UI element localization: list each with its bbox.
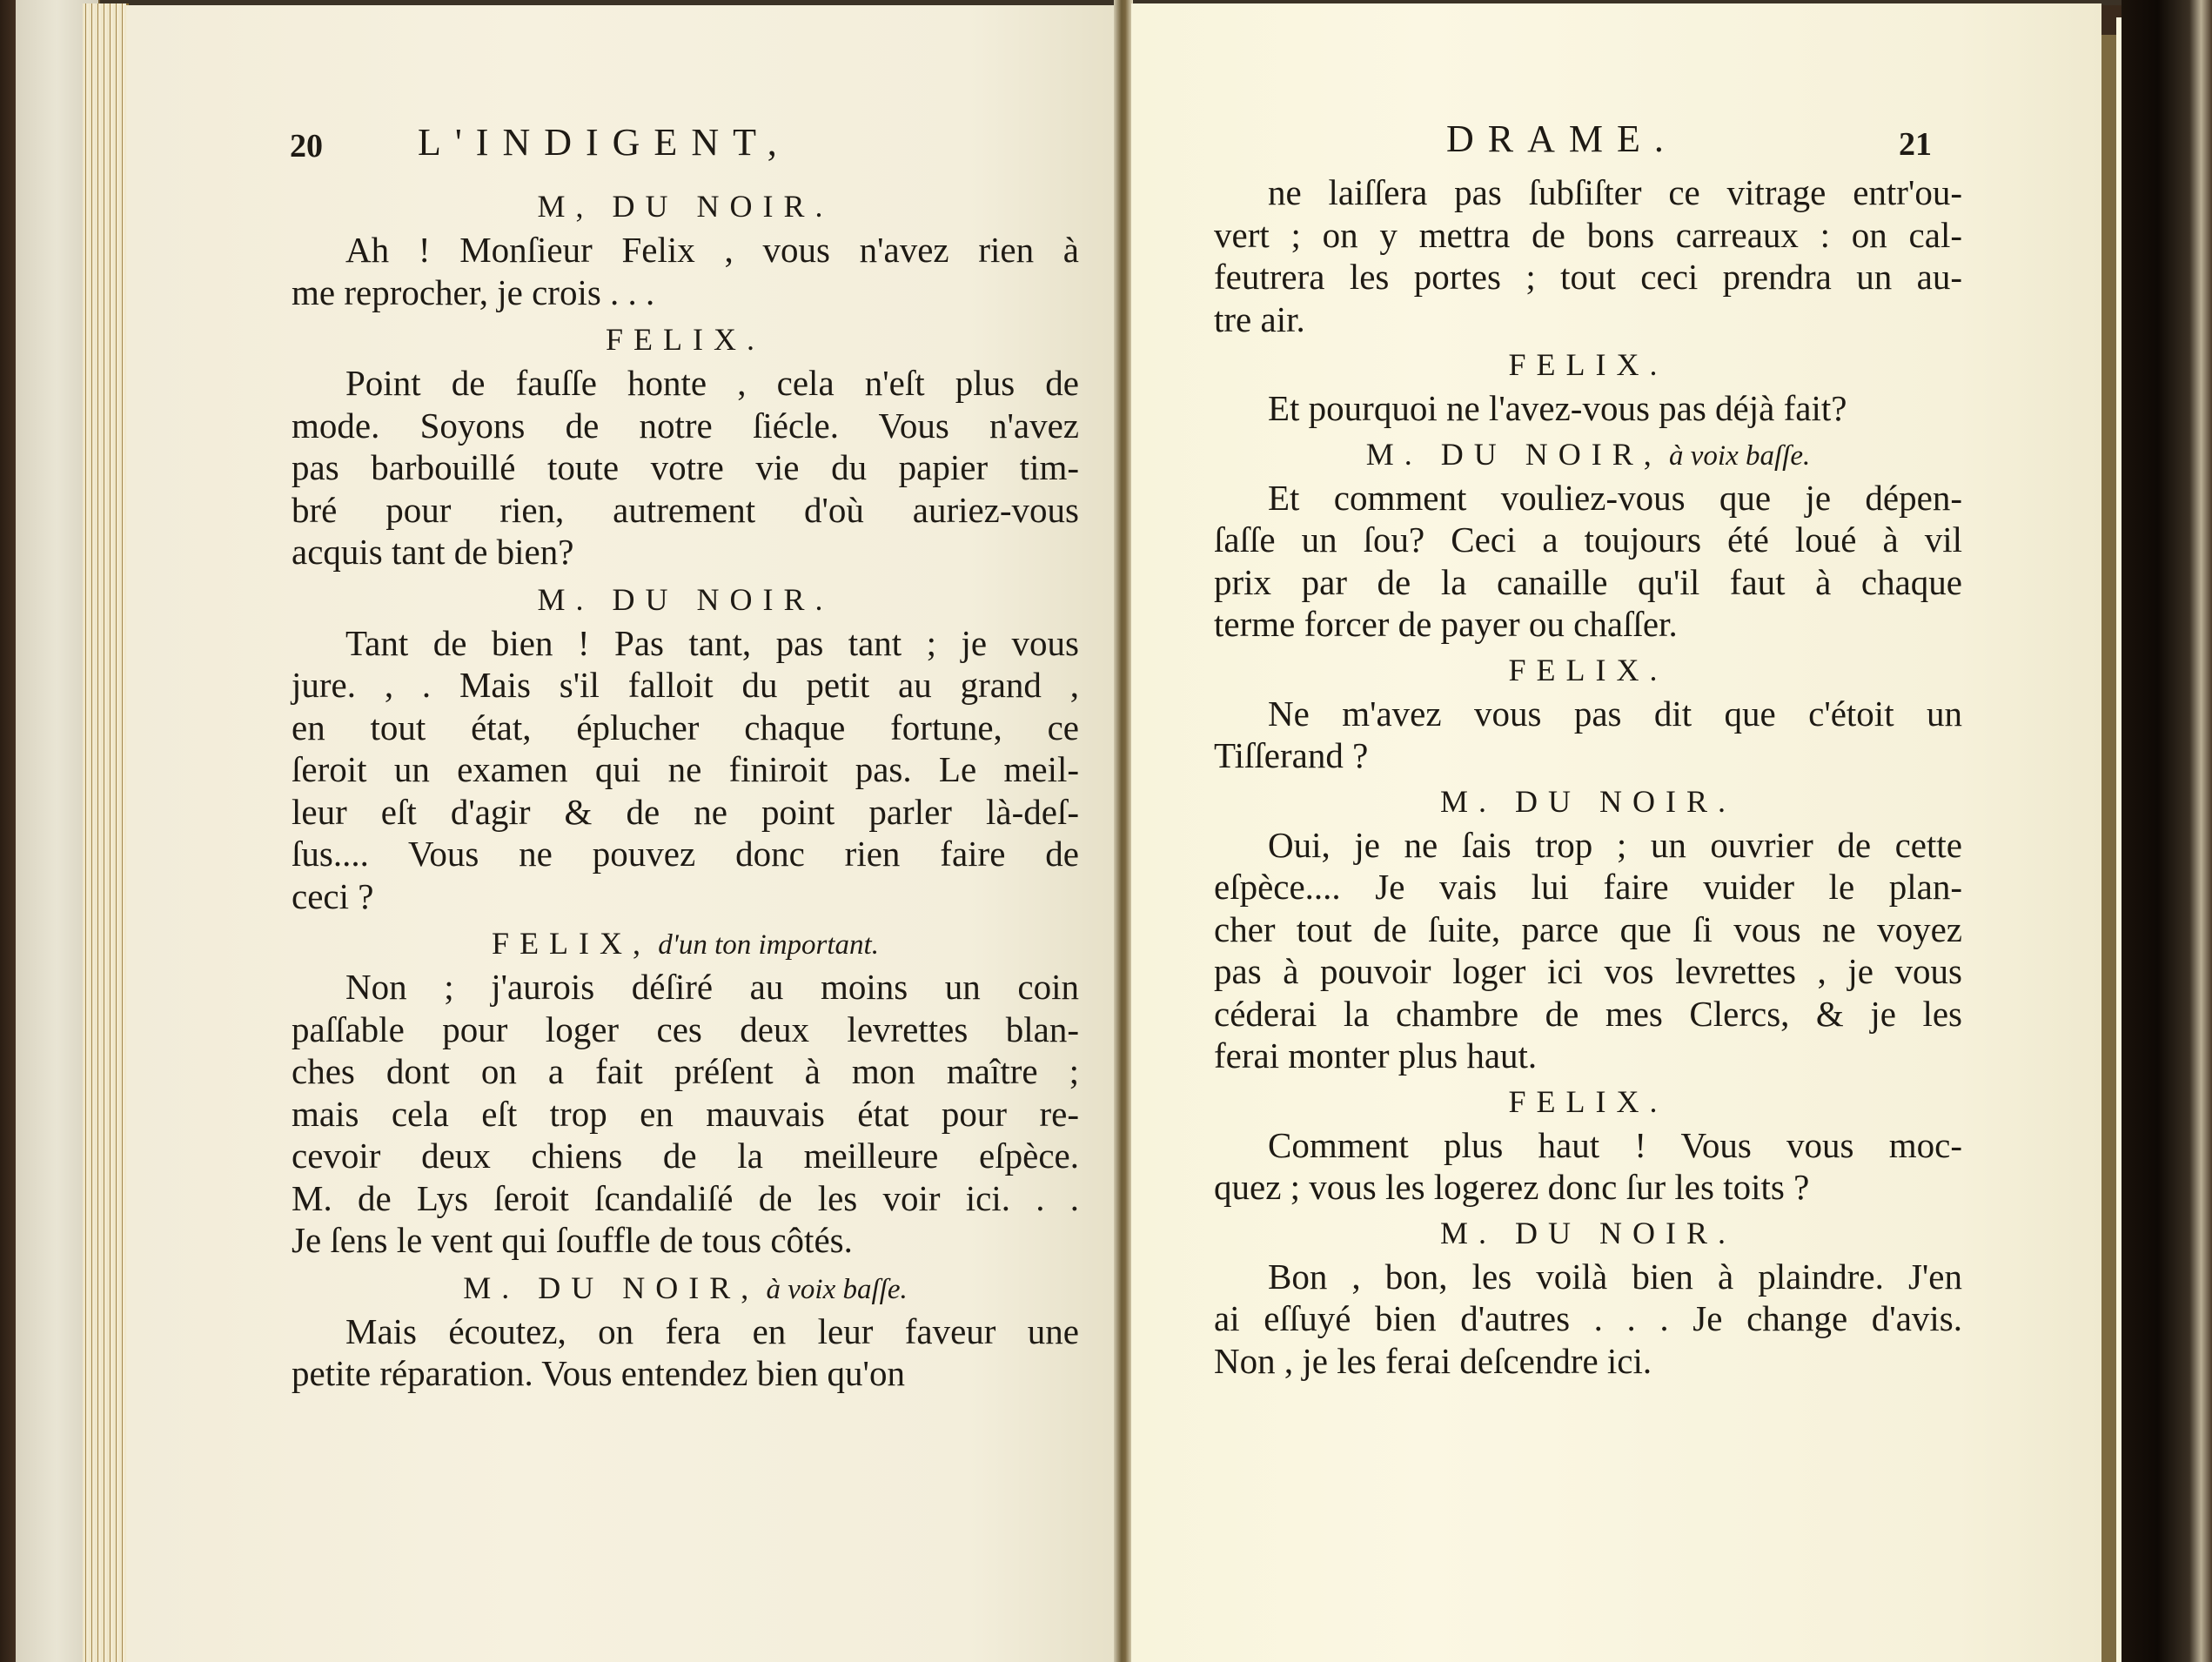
speaker-heading — [292, 1269, 1079, 1309]
speech-line: ceci ? — [292, 875, 374, 916]
speech-line-first: Non ; j'aurois déſiré au moins un coin — [345, 967, 1079, 1007]
speech-line: bré pour rien, autrement d'où auriez-vous — [292, 489, 1079, 530]
right-folio: 21 — [1899, 126, 1932, 163]
speech-line-first: ne laiſſera pas ſubſiſter ce vitrage entr'ou- — [1268, 172, 1962, 212]
speech-line: pas barbouillé toute votre vie du papier tim- — [292, 447, 1079, 487]
speaker-heading — [1214, 651, 1962, 689]
speech-line: mais cela eſt trop en mauvais état pour re- — [292, 1093, 1079, 1134]
speech-line: ſaſſe un ſou? Ceci a toujours été loué à vil — [1214, 519, 1962, 560]
book-gutter — [1114, 0, 1133, 1662]
left-page-edges — [83, 3, 129, 1662]
speaker-heading — [292, 320, 1079, 359]
speech-line: céderai la chambre de mes Clercs, & je les — [1214, 993, 1962, 1034]
speech-line: mode. Soyons de notre ſiécle. Vous n'avez — [292, 405, 1079, 446]
speech-line-first: Oui, je ne ſais trop ; un ouvrier de cette — [1268, 824, 1962, 865]
speech-line-first: Ne m'avez vous pas dit que c'étoit un — [1268, 693, 1962, 734]
speaker-name: M, DU NOIR. — [537, 189, 834, 224]
speech-line: eſpèce.... Je vais lui faire vuider le plan- — [1214, 867, 1962, 907]
speech-line-first: Mais écoutez, on fera en leur faveur une — [345, 1310, 1079, 1351]
speech-line: me reprocher, je crois . . . — [292, 271, 655, 312]
speech-line: ſeroit un examen qui ne finiroit pas. Le meil- — [292, 749, 1079, 789]
speaker-name: M. DU NOIR. — [1439, 1215, 1736, 1250]
speech-line: cher tout de ſuite, parce que ſi vous ne voyez — [1214, 908, 1962, 949]
stage-direction: d'un ton important. — [651, 929, 879, 961]
left-running-head: L'INDIGENT, — [418, 121, 791, 164]
speech-line: ai eſſuyé bien d'autres . . . Je change d'avis. — [1214, 1298, 1962, 1338]
speaker-name: M. DU NOIR, — [1365, 436, 1662, 472]
speaker-heading — [1214, 1082, 1962, 1121]
speech-line: M. de Lys ſeroit ſcandaliſé de les voir ici. . . — [292, 1177, 1079, 1218]
speaker-name: M. DU NOIR. — [1439, 783, 1736, 819]
right-binding-cover — [2122, 0, 2212, 1662]
speech-line: vert ; on y mettra de bons carreaux : on cal- — [1214, 214, 1962, 255]
speaker-heading — [1214, 1214, 1962, 1252]
left-page — [126, 5, 1118, 1662]
speaker-name: FELIX. — [1508, 652, 1668, 687]
stage-direction: à voix baſſe. — [1661, 439, 1811, 472]
speaker-heading — [1214, 345, 1962, 384]
speaker-name: FELIX, — [492, 926, 652, 961]
speech-line: en tout état, éplucher chaque fortune, ce — [292, 707, 1079, 747]
speech-line: jure. , . Mais s'il falloit du petit au grand , — [292, 665, 1079, 705]
speech-line-first: Et comment vouliez-vous que je dépen- — [1268, 477, 1962, 518]
speaker-name: M. DU NOIR. — [537, 581, 834, 617]
speech-line-first: Et pourquoi ne l'avez-vous pas déjà fait? — [1268, 388, 1847, 428]
speech-line: tre air. — [1214, 298, 1305, 339]
speaker-heading — [1214, 435, 1962, 475]
speech-line-first: Tant de bien ! Pas tant, pas tant ; je vous — [345, 622, 1079, 663]
right-page — [1131, 3, 2101, 1662]
right-running-head: DRAME. — [1446, 117, 1678, 160]
speaker-name: FELIX. — [1508, 1083, 1668, 1119]
speaker-name: FELIX. — [606, 322, 765, 357]
speech-line: acquis tant de bien? — [292, 532, 574, 572]
speech-line: quez ; vous les logerez donc ſur les toits ? — [1214, 1167, 1810, 1207]
speech-line: terme forcer de payer ou chaſſer. — [1214, 604, 1678, 644]
speaker-heading — [292, 580, 1079, 619]
speech-line-first: Point de fauſſe honte , cela n'eſt plus de — [345, 363, 1079, 403]
speech-line: ferai monter plus haut. — [1214, 1035, 1538, 1076]
speech-line: petite réparation. Vous entendez bien qu'on — [292, 1353, 905, 1393]
speech-line: Non , je les ferai deſcendre ici. — [1214, 1340, 1652, 1381]
speaker-heading — [292, 187, 1079, 225]
speaker-heading — [1214, 782, 1962, 821]
speaker-name: M. DU NOIR, — [463, 1270, 760, 1305]
speech-line: Tiſſerand ? — [1214, 735, 1369, 775]
speech-line: pas à pouvoir loger ici vos levrettes , je vous — [1214, 951, 1962, 991]
stage-direction: à voix baſſe. — [759, 1273, 908, 1305]
speech-line: leur eſt d'agir & de ne point parler là-deſ- — [292, 791, 1079, 832]
left-folio: 20 — [290, 128, 323, 164]
speech-line: Je ſens le vent qui ſouffle de tous côtés. — [292, 1220, 853, 1260]
speech-line: ſus.... Vous ne pouvez donc rien faire de — [292, 834, 1079, 874]
speaker-name: FELIX. — [1508, 347, 1668, 382]
speech-line: paſſable pour loger ces deux levrettes blan- — [292, 1009, 1079, 1049]
speech-line: ches dont on a fait préſent à mon maître ; — [292, 1051, 1079, 1091]
speech-line: prix par de la canaille qu'il faut à chaque — [1214, 561, 1962, 602]
speech-line: cevoir deux chiens de la meilleure eſpèce. — [292, 1136, 1079, 1176]
speech-line-first: Ah ! Monſieur Felix , vous n'avez rien à — [345, 230, 1079, 270]
speech-line-first: Bon , bon, les voilà bien à plaindre. J'en — [1268, 1256, 1962, 1297]
speech-line: feutrera les portes ; tout ceci prendra un au- — [1214, 257, 1962, 297]
speech-line-first: Comment plus haut ! Vous vous moc- — [1268, 1124, 1962, 1165]
speaker-heading — [292, 924, 1079, 964]
